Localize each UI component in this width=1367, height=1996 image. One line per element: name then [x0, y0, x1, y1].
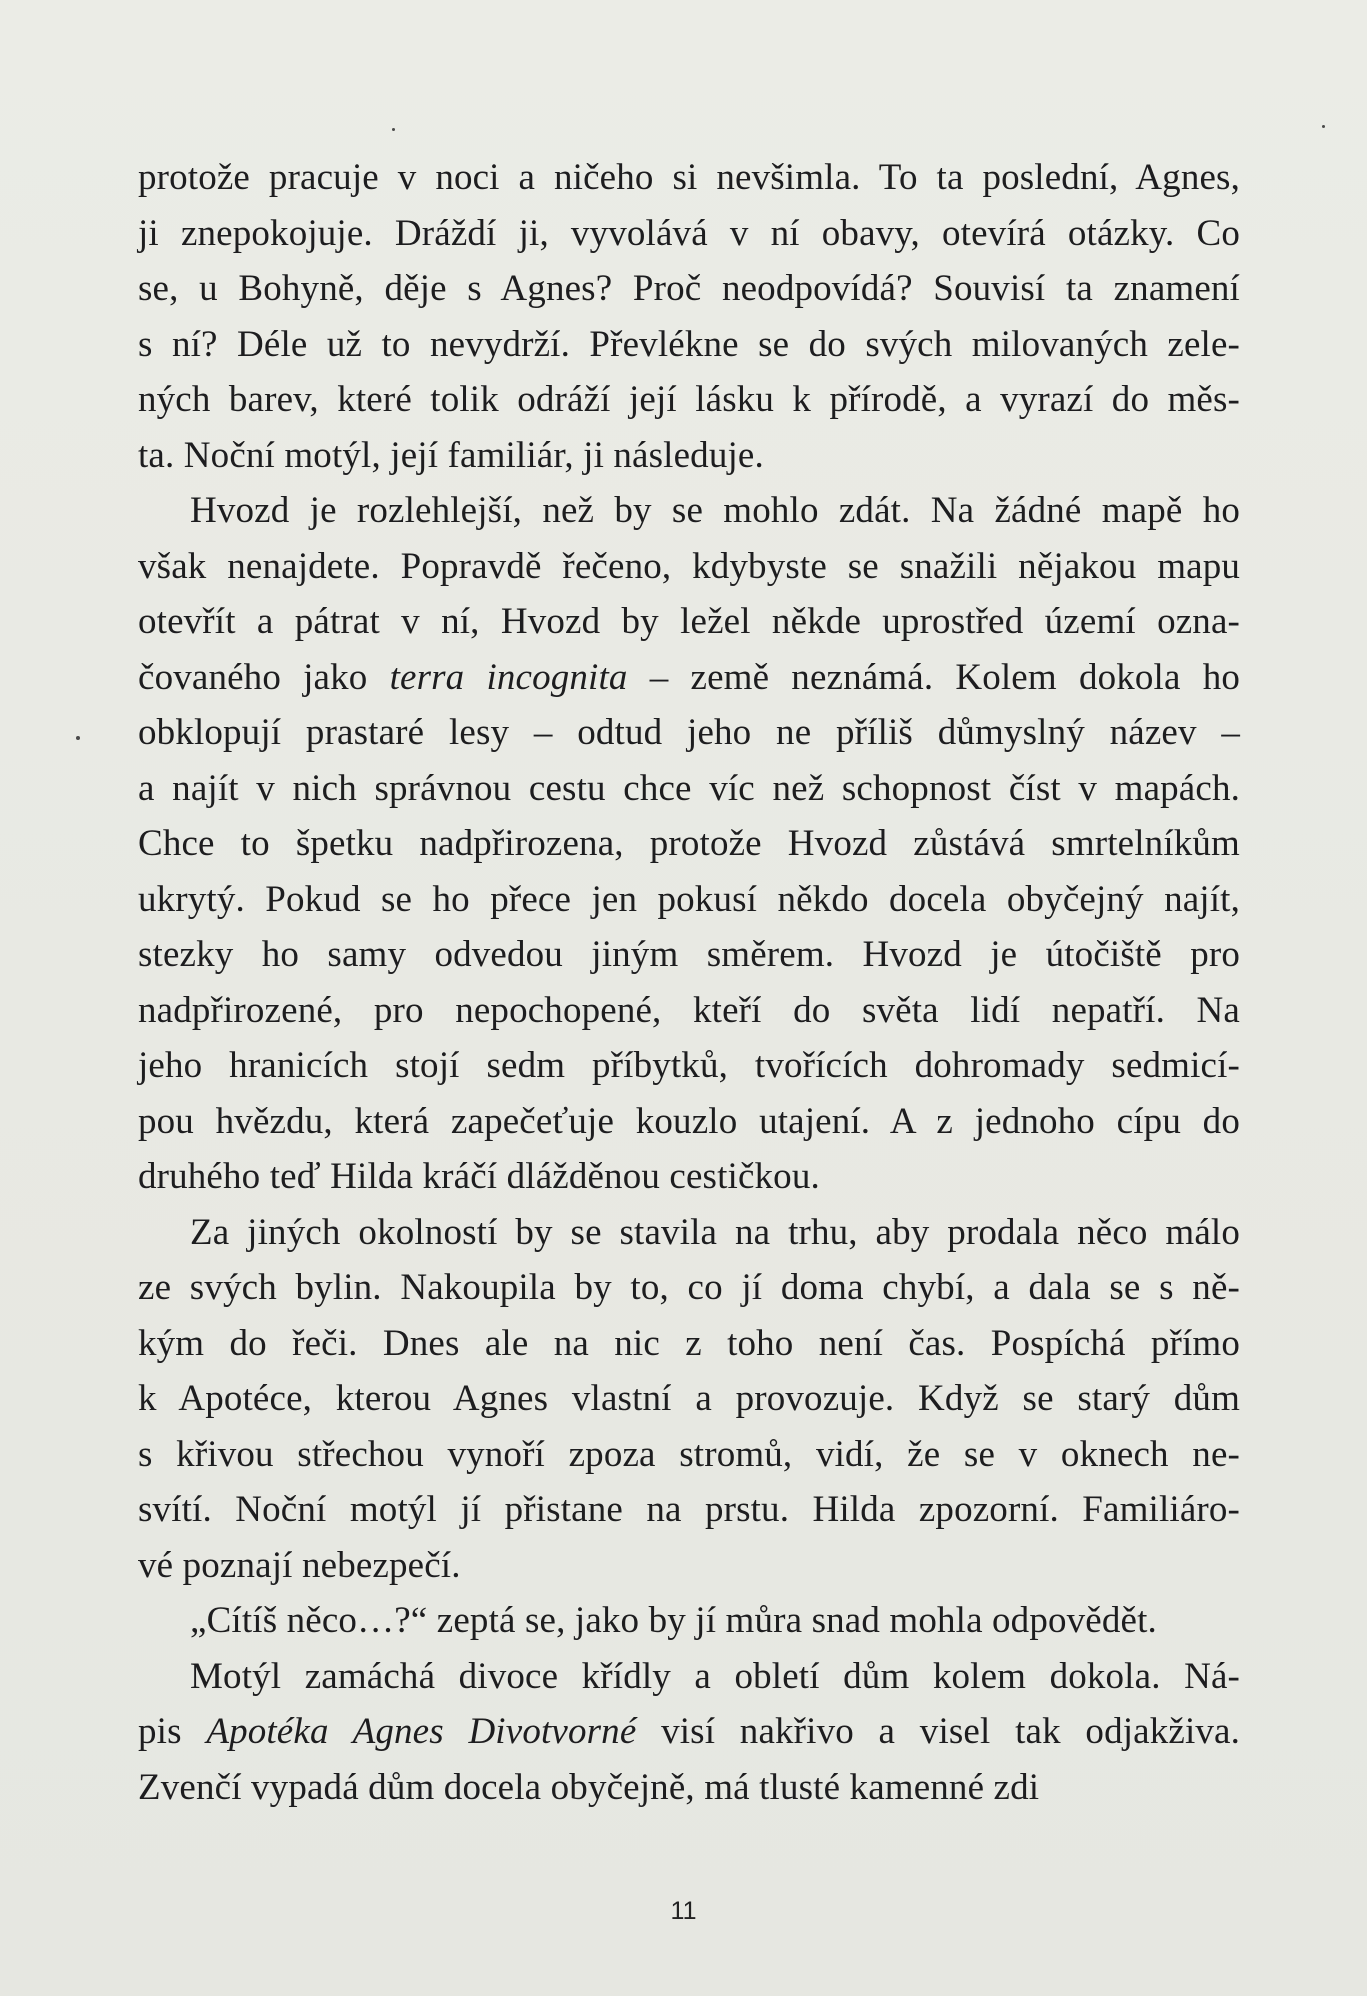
text-line	[138, 150, 1240, 206]
text-run: Hvozd je rozlehlejší, než by se mohlo zdát. Na žádné mapě ho	[190, 490, 1240, 531]
text-run: však nenajdete. Popravdě řečeno, kdybyste se snažili nějakou mapu	[138, 545, 1240, 587]
text-run: otevřít a pátrat v ní, Hvozd by ležel někde uprostřed území ozna-	[138, 601, 1240, 642]
text-run: se, u Bohyně, děje s Agnes? Proč neodpovídá? Souvisí ta znamení	[138, 268, 1240, 309]
text-line	[138, 1760, 1240, 1816]
text-line	[138, 1094, 1240, 1150]
text-run: jeho hranicích stojí sedm příbytků, tvořících dohromady sedmicí-	[138, 1045, 1240, 1086]
text-run: visí nakřivo a visel tak odjakživa.	[636, 1711, 1241, 1752]
text-line	[138, 1704, 1240, 1760]
text-run: stezky ho samy odvedou jiným směrem. Hvozd je útočiště pro	[138, 934, 1240, 975]
text-line	[138, 428, 1240, 484]
text-line	[138, 1427, 1240, 1483]
text-line	[138, 872, 1240, 928]
text-run: druhého teď Hilda kráčí dlážděnou cestičkou.	[138, 1156, 820, 1197]
text-run: nadpřirozené, pro nepochopené, kteří do světa lidí nepatří. Na	[138, 989, 1240, 1031]
text-run: svítí. Noční motýl jí přistane na prstu. Hilda zpozorní. Familiáro-	[138, 1489, 1240, 1530]
text-run: protože pracuje v noci a ničeho si nevšimla. To ta poslední, Agnes,	[138, 157, 1240, 198]
text-run: ukrytý. Pokud se ho přece jen pokusí někdo docela obyčejný najít,	[138, 878, 1240, 920]
text-line	[138, 483, 1240, 539]
text-run: Zvenčí vypadá dům docela obyčejně, má tlusté kamenné zdi	[138, 1766, 1040, 1808]
text-run: ze svých bylin. Nakoupila by to, co jí doma chybí, a dala se s ně-	[138, 1267, 1240, 1308]
text-run: pou hvězdu, která zapečeťuje kouzlo utajení. A z jednoho cípu do	[138, 1100, 1240, 1142]
italic-phrase: terra incognita	[389, 656, 628, 698]
italic-phrase: Apotéka Agnes Divotvorné	[206, 1711, 637, 1752]
text-line	[138, 1649, 1240, 1705]
paper-speck	[392, 128, 395, 131]
text-line	[138, 1260, 1240, 1316]
paper-speck	[76, 736, 80, 740]
text-run: k Apotéce, kterou Agnes vlastní a provozuje. Když se starý dům	[138, 1378, 1240, 1419]
text-line	[138, 761, 1240, 817]
text-run: a najít v nich správnou cestu chce víc než schopnost číst v mapách.	[138, 767, 1240, 809]
text-line	[138, 539, 1240, 595]
text-run: Motýl zamáchá divoce křídly a obletí dům kolem dokola. Ná-	[190, 1655, 1240, 1697]
text-line	[138, 927, 1240, 983]
text-run: ta. Noční motýl, její familiár, ji následuje.	[138, 434, 764, 476]
text-run: Za jiných okolností by se stavila na trhu, aby prodala něco málo	[190, 1211, 1240, 1253]
text-run: čovaného jako	[138, 656, 390, 698]
body-text	[138, 150, 1240, 1815]
text-run: „Cítíš něco…?“ zeptá se, jako by jí můra snad mohla odpovědět.	[190, 1600, 1157, 1641]
text-run: ných barev, které tolik odráží její lásku k přírodě, a vyrazí do měs-	[138, 379, 1240, 420]
text-run: vé poznají nebezpečí.	[138, 1544, 461, 1586]
text-line	[138, 1593, 1240, 1649]
text-line	[138, 1371, 1240, 1427]
text-run: s ní? Déle už to nevydrží. Převlékne se do svých milovaných zele-	[138, 323, 1240, 365]
text-run: obklopují prastaré lesy – odtud jeho ne příliš důmyslný název –	[138, 712, 1240, 753]
text-run: s křivou střechou vynoří zpoza stromů, vidí, že se v oknech ne-	[138, 1433, 1240, 1475]
text-line	[138, 1038, 1240, 1094]
text-line	[138, 1482, 1240, 1538]
text-line	[138, 650, 1240, 706]
text-line	[138, 1205, 1240, 1261]
text-run: Chce to špetku nadpřirozena, protože Hvozd zůstává smrtelníkům	[138, 823, 1240, 864]
text-line	[138, 317, 1240, 373]
text-run: ji znepokojuje. Dráždí ji, vyvolává v ní obavy, otevírá otázky. Co	[138, 212, 1240, 254]
text-line	[138, 1149, 1240, 1205]
text-line	[138, 261, 1240, 317]
text-line	[138, 816, 1240, 872]
text-line	[138, 1316, 1240, 1372]
text-line	[138, 594, 1240, 650]
text-line	[138, 1538, 1240, 1594]
text-line	[138, 983, 1240, 1039]
text-run: kým do řeči. Dnes ale na nic z toho není čas. Pospíchá přímo	[138, 1322, 1240, 1364]
page-number: 11	[670, 1897, 697, 1925]
text-line	[138, 372, 1240, 428]
text-run: – země neznámá. Kolem dokola ho	[627, 656, 1240, 698]
paper-speck	[1322, 125, 1325, 128]
text-line	[138, 206, 1240, 262]
text-run: pis	[138, 1711, 207, 1752]
text-line	[138, 705, 1240, 761]
